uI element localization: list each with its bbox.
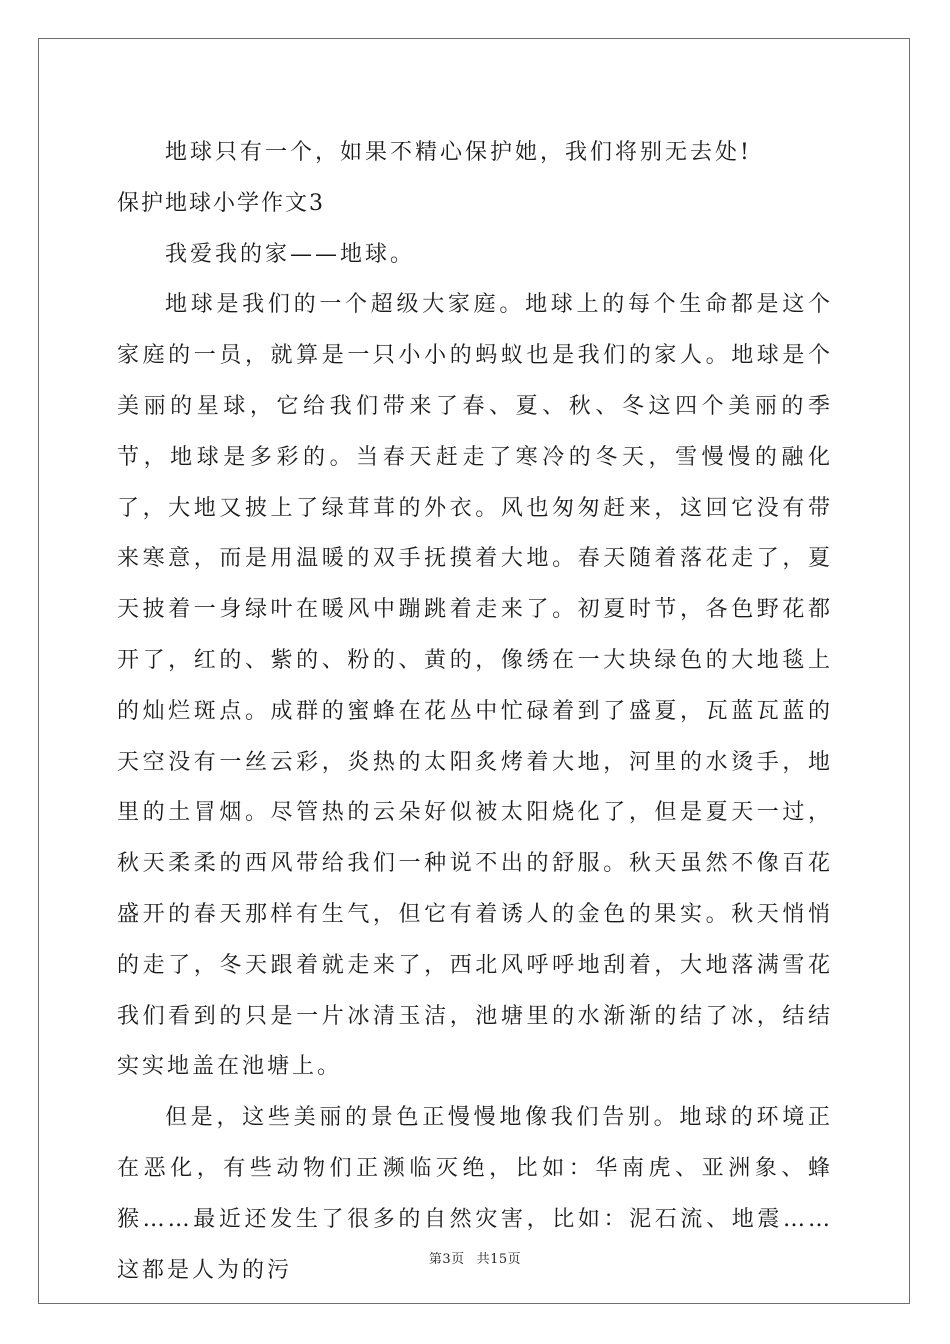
paragraph-intro: 我爱我的家——地球。	[165, 241, 416, 267]
page-footer	[0, 1248, 950, 1267]
document-body	[117, 128, 833, 1296]
paragraph-closing-line: 地球只有一个，如果不精心保护她，我们将别无去处!	[165, 140, 752, 165]
page-total: 共15页	[476, 1252, 522, 1267]
essay-title: 保护地球小学作文3	[117, 190, 325, 216]
paragraph-environment: 但是，这些美丽的景色正慢慢地像我们告别。地球的环境正在恶化，有些动物们正濒临灭绝，比如：华南虎、亚洲象、蜂猴……最近还发生了很多的自然灾害，比如：泥石流、地震……这都是人为的污	[117, 1105, 833, 1283]
page-number: 第3页	[428, 1252, 465, 1267]
paragraph-seasons: 地球是我们的一个超级大家庭。地球上的每个生命都是这个家庭的一员，就算是一只小小的蚂蚁也是我们的家人。地球是个美丽的星球，它给我们带来了春、夏、秋、冬这四个美丽的季节，地球是多彩的。当春天赶走了寒冷的冬天，雪慢慢的融化了，大地又披上了绿茸茸的外衣。风也匆匆赶来，这回它没有带来寒意，而是用温暖的双手抚摸着大地。春天随着落花走了，夏天披着一身绿叶在暖风中蹦跳着走来了。初夏时节，各色野花都开了，红的、紫的、粉的、黄的，像绣在一大块绿色的大地毯上的灿烂斑点。成群的蜜蜂在花丛中忙碌着到了盛夏，瓦蓝瓦蓝的天空没有一丝云彩，炎热的太阳炙烤着大地，河里的水烫手，地里的土冒烟。尽管热的云朵好似被太阳烧化了，但是夏天一过，秋天柔柔的西风带给我们一种说不出的舒服。秋天虽然不像百花盛开的春天那样有生气，但它有着诱人的金色的果实。秋天悄悄的走了，冬天跟着就走来了，西北风呼呼地刮着，大地落满雪花我们看到的只是一片冰清玉洁，池塘里的水渐渐的结了冰，结结实实地盖在池塘上。	[117, 292, 833, 1080]
